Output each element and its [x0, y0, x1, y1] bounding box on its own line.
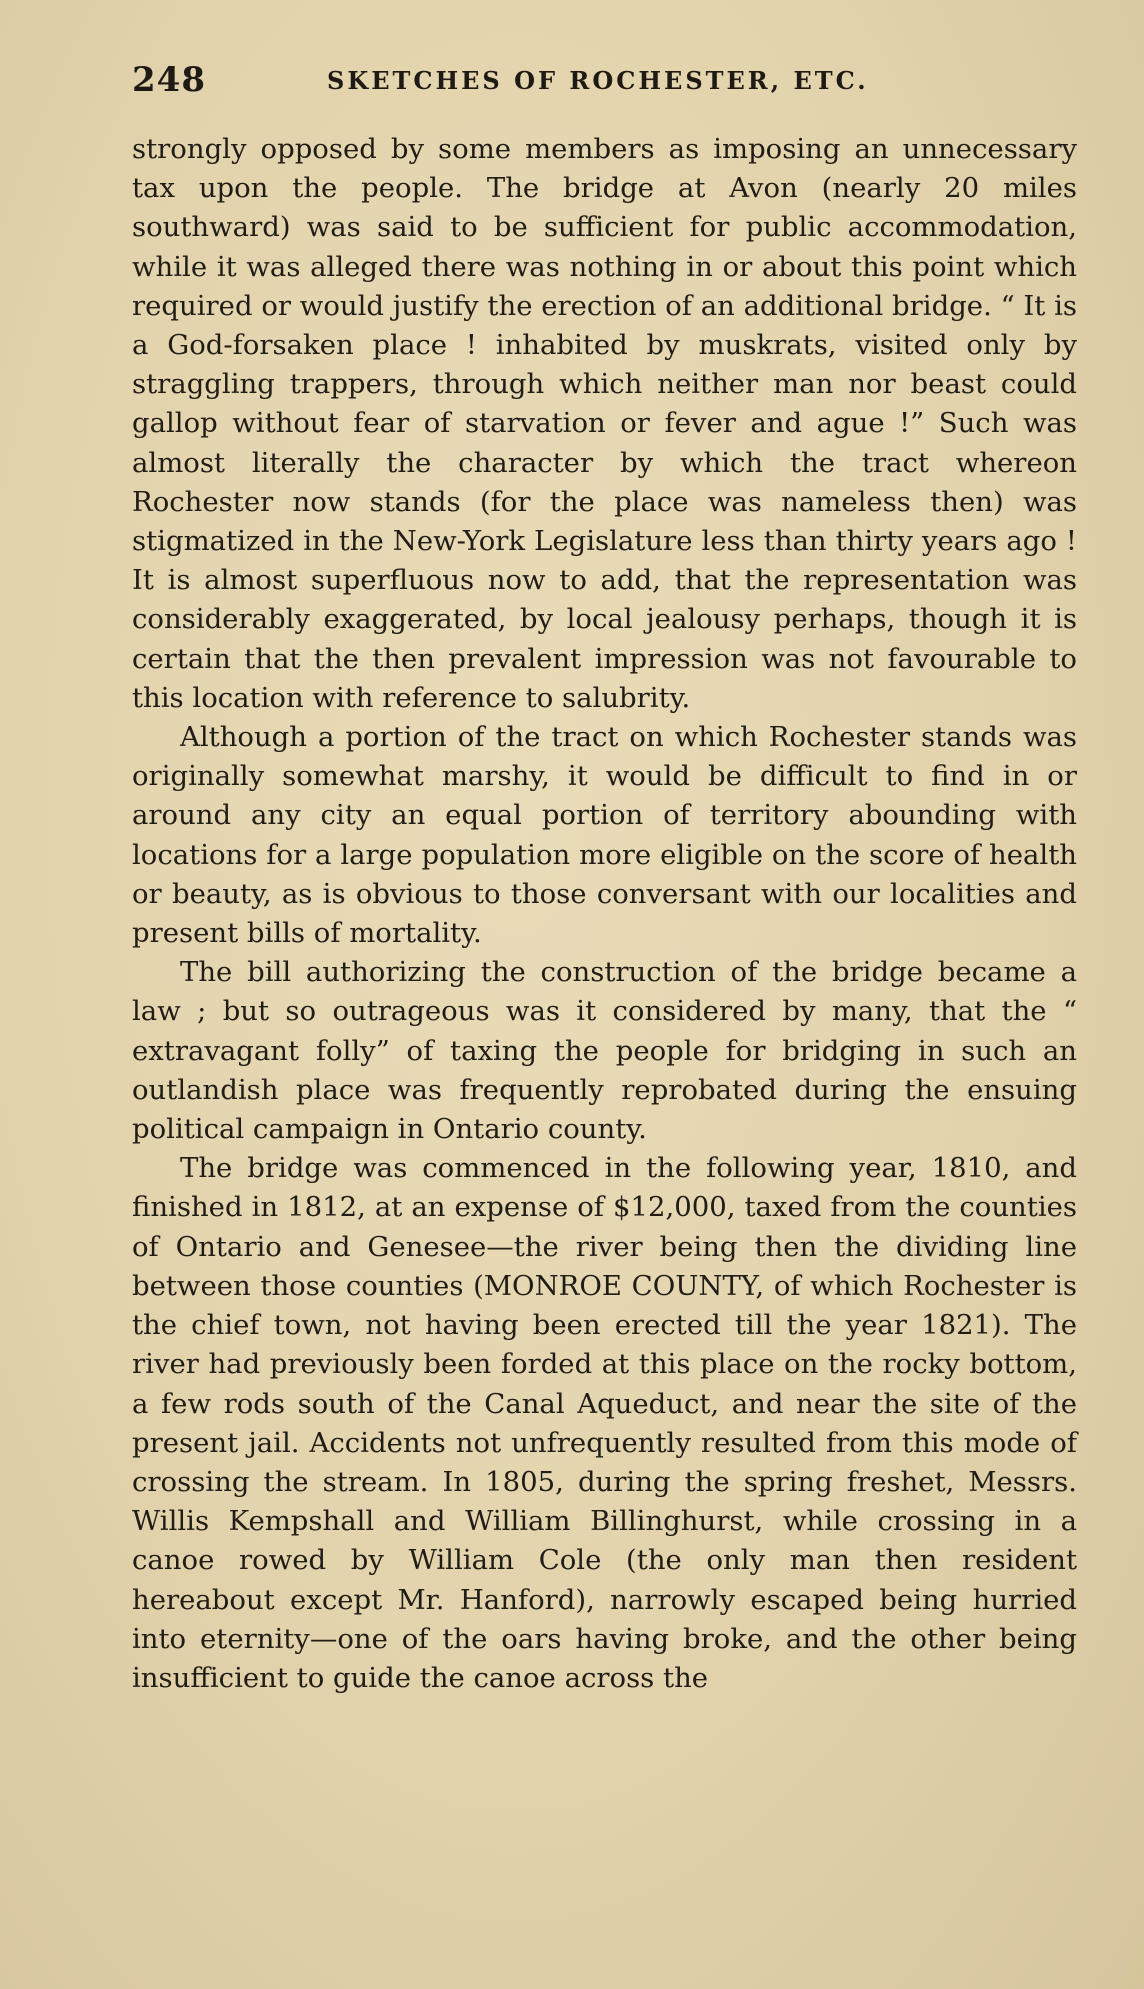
paragraph-bill: The bill authorizing the construction of the bridge became a law ; but so outrageous was it considered by many, that the “ extravagant folly” of taxing the people for bridging in such an outlandish place was frequently reprobated during the ensuing political campaign in Ontario county.: [132, 956, 1077, 1146]
page-header: [132, 60, 1077, 108]
running-head: SKETCHES OF ROCHESTER, ETC.: [327, 66, 869, 95]
paragraph-marsh: Although a portion of the tract on which Rochester stands was originally somewhat marshy, it would be difficult to find in or around any city an equal portion of territory abounding with locations for a large population more eligible on the score of health or beauty, as is obvious to those conversant with our localities and present bills of mortality.: [132, 721, 1077, 950]
paragraph-bridge: The bridge was commenced in the following year, 1810, and finished in 1812, at an expense of $12,000, taxed from the counties of Ontario and Genesee—the river being then the dividing line between those counties (MONROE COUNTY, of which Rochester is the chief town, not having been erected till the year 1821). The river had previously been forded at this place on the rocky bottom, a few rods south of the Canal Aqueduct, and near the site of the present jail. Accidents not unfrequently resulted from this mode of crossing the stream. In 1805, during the spring freshet, Messrs. Willis Kempshall and William Billinghurst, while crossing in a canoe rowed by William Cole (the only man then resident hereabout except Mr. Hanford), narrowly escaped being hurried into eternity—one of the oars having broke, and the other being insufficient to guide the canoe across the: [132, 1152, 1077, 1694]
body-text: [132, 130, 1077, 1698]
page-number: 248: [132, 60, 206, 100]
paragraph-continued: strongly opposed by some members as imposing an unnecessary tax upon the people. The bridge at Avon (nearly 20 miles southward) was said to be sufficient for public accommodation, while it was alleged there was nothing in or about this point which required or would justify the erection of an additional bridge. “ It is a God-forsaken place ! inhabited by muskrats, visited only by straggling trappers, through which neither man nor beast could gallop without fear of starvation or fever and ague !” Such was almost literally the character by which the tract whereon Rochester now stands (for the place was nameless then) was stigmatized in the New-York Legislature less than thirty years ago ! It is almost superfluous now to add, that the representation was considerably exaggerated, by local jealousy perhaps, though it is certain that the then prevalent impression was not favourable to this location with reference to salubrity.: [132, 133, 1077, 714]
